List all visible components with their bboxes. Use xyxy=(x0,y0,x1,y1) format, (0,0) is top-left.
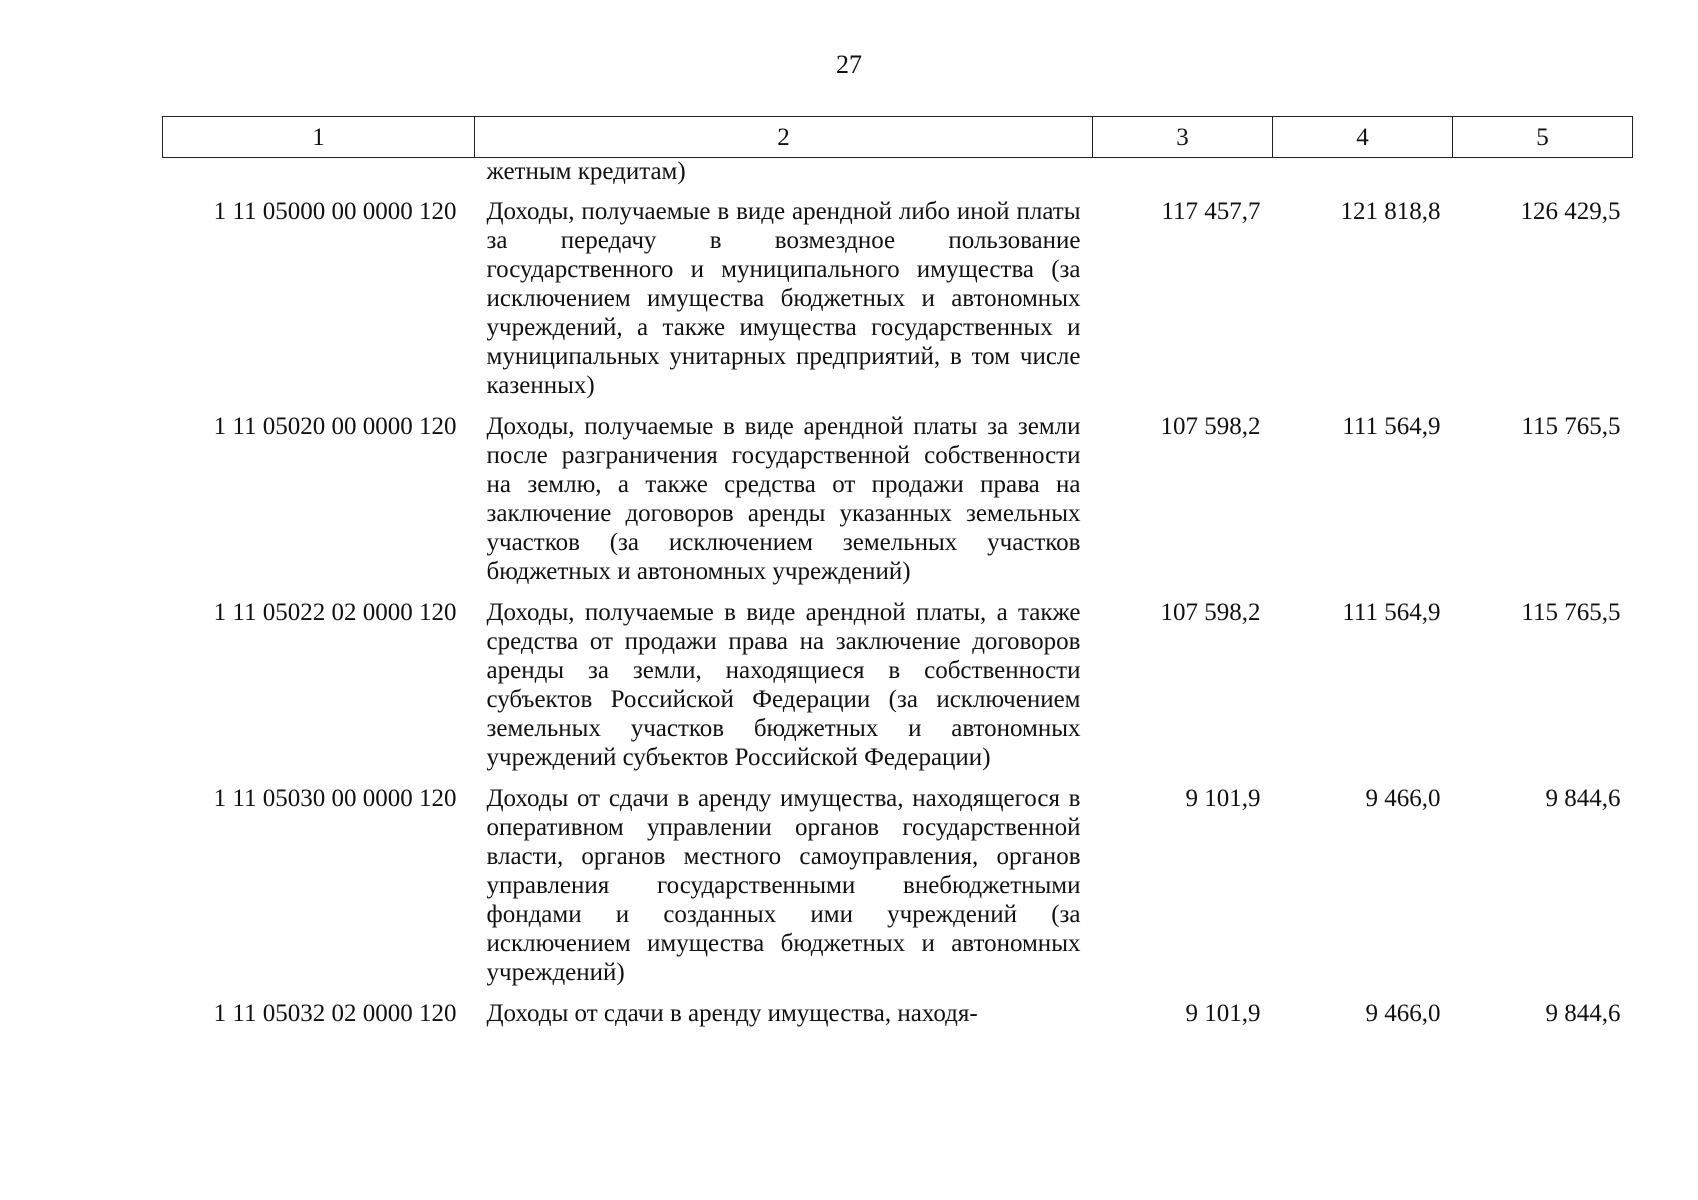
row-name: Доходы, получаемые в виде арендной платы, а также средства от продажи права на заключение договоров аренды за земли, находящиеся в собственности субъектов Российской Федерации (за исключением земельных участков бюджетных и автономных учреждений субъектов Российской Федерации) xyxy=(486,599,1081,771)
table-row xyxy=(163,412,1633,598)
row-value-col3: 107 598,2 xyxy=(1160,413,1261,440)
row-value-col5: 9 844,6 xyxy=(1545,785,1621,812)
continuation-code-cell xyxy=(163,158,475,198)
row-value-col3: 117 457,7 xyxy=(1161,198,1261,225)
table-row xyxy=(163,197,1633,412)
row-value-col4: 121 818,8 xyxy=(1340,198,1441,225)
page-number: 27 xyxy=(836,50,862,79)
table-row xyxy=(163,784,1633,999)
header-col-3: 3 xyxy=(1093,117,1273,158)
row-code: 1 11 05020 00 0000 120 xyxy=(213,413,457,440)
row-name: Доходы от сдачи в аренду имущества, находящегося в оперативном управлении органов государственной власти, органов местного самоуправления, органов управления государственными внебюджетными фондами и созданных ими учреждений (за исключением имущества бюджетных и автономных учреждений) xyxy=(486,785,1081,986)
revenue-table xyxy=(162,116,1633,1040)
row-name: Доходы, получаемые в виде арендной либо иной платы за передачу в возмездное пользование государственного и муниципального имущества (за исключением имущества бюджетных и автономных учреждений, а также имущества государственных и муниципальных унитарных предприятий, в том числе казенных) xyxy=(486,198,1081,399)
row-code: 1 11 05030 00 0000 120 xyxy=(213,785,457,812)
header-col-4: 4 xyxy=(1273,117,1453,158)
row-value-col5: 115 765,5 xyxy=(1521,599,1621,626)
header-col-5: 5 xyxy=(1453,117,1633,158)
continuation-text: жетным кредитам) xyxy=(486,158,686,185)
row-value-col3: 107 598,2 xyxy=(1160,599,1261,626)
row-value-col3: 9 101,9 xyxy=(1185,1000,1261,1027)
row-value-col4: 111 564,9 xyxy=(1342,413,1441,440)
row-value-col4: 9 466,0 xyxy=(1365,785,1441,812)
table-row xyxy=(163,999,1633,1040)
row-code: 1 11 05000 00 0000 120 xyxy=(213,198,457,225)
row-code: 1 11 05032 02 0000 120 xyxy=(213,1000,457,1027)
row-value-col5: 9 844,6 xyxy=(1545,1000,1621,1027)
header-row xyxy=(163,117,1633,158)
row-name: Доходы, получаемые в виде арендной платы за земли после разграничения государственной собственности на землю, а также средства от продажи права на заключение договоров аренды указанных земельных участков (за исключением земельных участков бюджетных и автономных учреждений) xyxy=(486,413,1081,585)
table-body xyxy=(163,158,1633,1041)
row-value-col4: 9 466,0 xyxy=(1365,1000,1441,1027)
continuation-row xyxy=(163,158,1633,198)
row-value-col5: 126 429,5 xyxy=(1520,198,1621,225)
row-name: Доходы от сдачи в аренду имущества, находя- xyxy=(486,1000,978,1027)
header-col-1: 1 xyxy=(163,117,475,158)
row-value-col3: 9 101,9 xyxy=(1185,785,1261,812)
table-row xyxy=(163,598,1633,784)
header-col-2: 2 xyxy=(475,117,1093,158)
row-value-col4: 111 564,9 xyxy=(1342,599,1441,626)
row-code: 1 11 05022 02 0000 120 xyxy=(213,599,457,626)
table-header xyxy=(163,117,1633,158)
row-value-col5: 115 765,5 xyxy=(1521,413,1621,440)
